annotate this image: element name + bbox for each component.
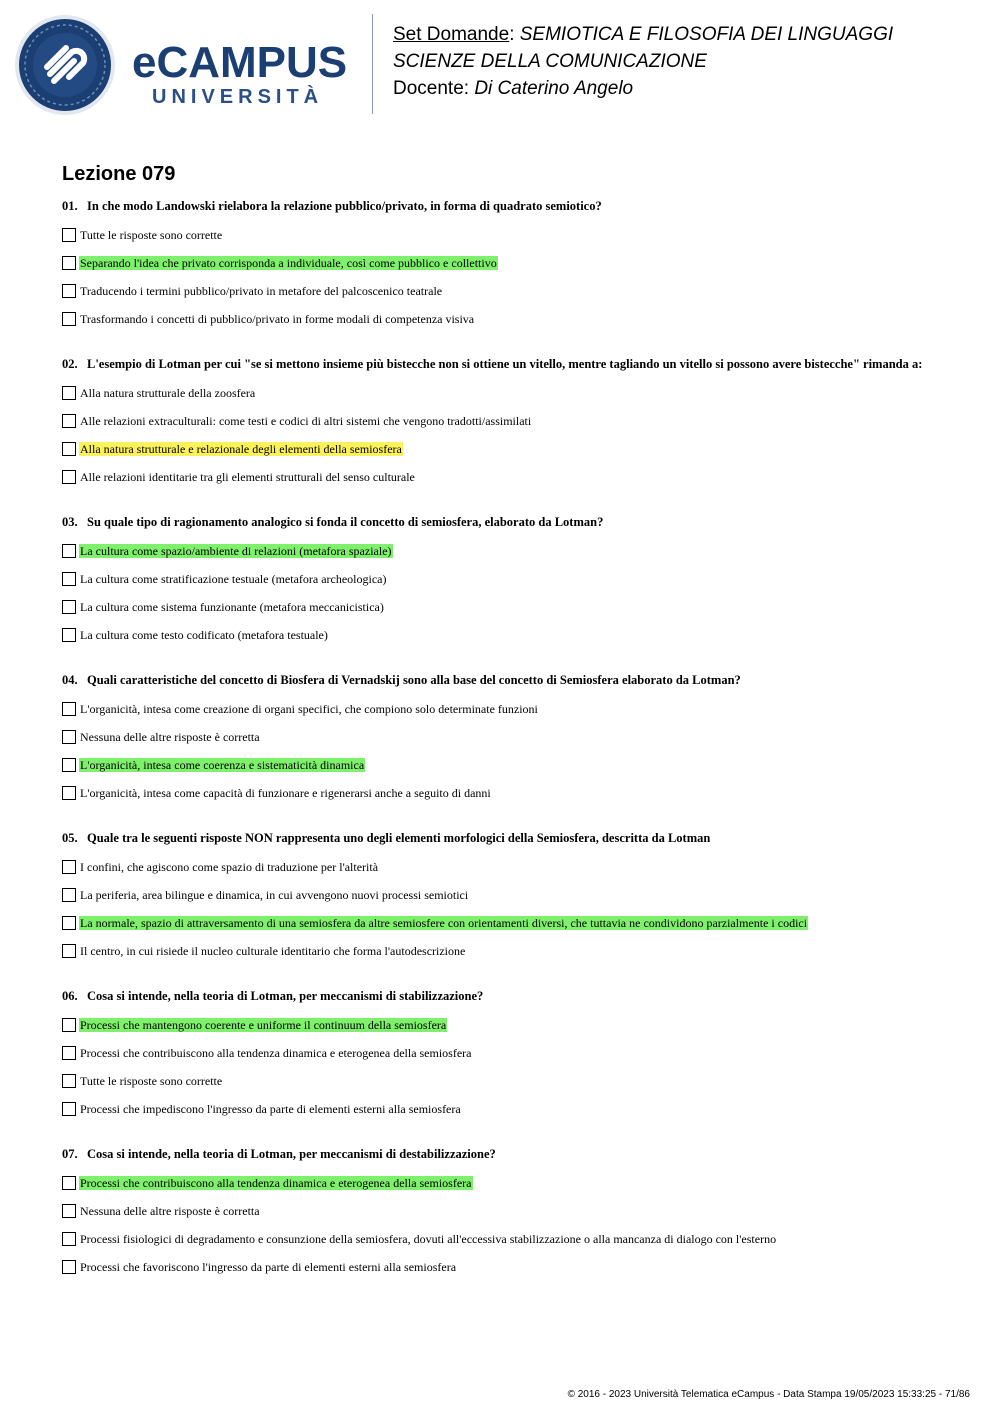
question-block bbox=[62, 672, 962, 807]
question-label: Quali caratteristiche del concetto di Biosfera di Vernadskij sono alla base del concetto di Semiosfera elaborato da Lotman? bbox=[87, 673, 741, 687]
answer-checkbox[interactable] bbox=[62, 628, 76, 642]
answer-text: L'organicità, intesa come coerenza e sistematicità dinamica bbox=[80, 758, 365, 772]
answer-checkbox[interactable] bbox=[62, 228, 76, 242]
question-number: 06. bbox=[62, 989, 78, 1003]
answer-text: Processi che contribuiscono alla tendenza dinamica e eterogenea della semiosfera bbox=[80, 1176, 472, 1190]
answer-text: Processi fisiologici di degradamento e consunzione della semiosfera, dovuti all'eccessiva stabilizzazione o alla mancanza di dialogo con l'esterno bbox=[80, 1232, 777, 1246]
page-header bbox=[0, 0, 1000, 130]
question-text bbox=[62, 988, 962, 1004]
answer-option[interactable] bbox=[62, 221, 962, 249]
answer-text: Processi che impediscono l'ingresso da parte di elementi esterni alla semiosfera bbox=[80, 1102, 461, 1116]
answer-checkbox[interactable] bbox=[62, 888, 76, 902]
logo-brand: eCAMPUS bbox=[132, 38, 348, 87]
answer-option[interactable] bbox=[62, 1169, 962, 1197]
set-title: SEMIOTICA E FILOSOFIA DEI LINGUAGGI bbox=[519, 24, 894, 45]
answer-checkbox[interactable] bbox=[62, 1018, 76, 1032]
page-footer: © 2016 - 2023 Università Telematica eCampus - Data Stampa 19/05/2023 15:33:25 - 71/86 bbox=[567, 1389, 970, 1400]
answer-text: Tutte le risposte sono corrette bbox=[80, 1074, 223, 1088]
course-name: SCIENZE DELLA COMUNICAZIONE bbox=[393, 51, 707, 72]
answer-text: La normale, spazio di attraversamento di una semiosfera da altre semiosfere con orientamenti diversi, che tuttavia ne condividono parzialmente i codici bbox=[80, 916, 808, 930]
question-number: 03. bbox=[62, 515, 78, 529]
answer-checkbox[interactable] bbox=[62, 1176, 76, 1190]
answer-text: Il centro, in cui risiede il nucleo culturale identitario che forma l'autodescrizione bbox=[80, 944, 466, 958]
answer-text: La cultura come stratificazione testuale (metafora archeologica) bbox=[80, 572, 387, 586]
answer-text: L'organicità, intesa come capacità di funzionare e rigenerarsi anche a seguito di danni bbox=[80, 786, 491, 800]
answer-text: I confini, che agiscono come spazio di traduzione per l'alterità bbox=[80, 860, 379, 874]
answer-text: La cultura come testo codificato (metafora testuale) bbox=[80, 628, 328, 642]
question-number: 05. bbox=[62, 831, 78, 845]
answer-checkbox[interactable] bbox=[62, 786, 76, 800]
question-block bbox=[62, 830, 962, 965]
answer-option[interactable] bbox=[62, 1225, 962, 1253]
lesson-title: Lezione 079 bbox=[62, 163, 176, 185]
answer-text: Processi che mantengono coerente e uniforme il continuum della semiosfera bbox=[80, 1018, 447, 1032]
answer-option[interactable] bbox=[62, 565, 962, 593]
question-text bbox=[62, 672, 962, 688]
answer-checkbox[interactable] bbox=[62, 860, 76, 874]
answer-option[interactable] bbox=[62, 463, 962, 491]
answer-option[interactable] bbox=[62, 853, 962, 881]
answer-checkbox[interactable] bbox=[62, 544, 76, 558]
answer-option[interactable] bbox=[62, 379, 962, 407]
answer-option[interactable] bbox=[62, 249, 962, 277]
answer-checkbox[interactable] bbox=[62, 312, 76, 326]
question-block bbox=[62, 988, 962, 1123]
answer-option[interactable] bbox=[62, 435, 962, 463]
answer-option[interactable] bbox=[62, 1067, 962, 1095]
answer-option[interactable] bbox=[62, 937, 962, 965]
answer-text: L'organicità, intesa come creazione di organi specifici, che compiono solo determinate funzioni bbox=[80, 702, 538, 716]
answer-checkbox[interactable] bbox=[62, 442, 76, 456]
header-divider bbox=[372, 14, 373, 114]
answer-checkbox[interactable] bbox=[62, 916, 76, 930]
answer-text: Processi che favoriscono l'ingresso da parte di elementi esterni alla semiosfera bbox=[80, 1260, 457, 1274]
answer-text: La cultura come spazio/ambiente di relazioni (metafora spaziale) bbox=[80, 544, 392, 558]
answer-checkbox[interactable] bbox=[62, 1260, 76, 1274]
answer-option[interactable] bbox=[62, 779, 962, 807]
answer-option[interactable] bbox=[62, 1039, 962, 1067]
answer-option[interactable] bbox=[62, 305, 962, 333]
question-text bbox=[62, 1146, 962, 1162]
answer-option[interactable] bbox=[62, 695, 962, 723]
answer-option[interactable] bbox=[62, 1011, 962, 1039]
question-list bbox=[62, 198, 962, 1281]
answer-checkbox[interactable] bbox=[62, 284, 76, 298]
question-text bbox=[62, 198, 962, 214]
answer-checkbox[interactable] bbox=[62, 944, 76, 958]
answer-checkbox[interactable] bbox=[62, 702, 76, 716]
question-number: 02. bbox=[62, 357, 78, 371]
answer-option[interactable] bbox=[62, 1253, 962, 1281]
answer-checkbox[interactable] bbox=[62, 572, 76, 586]
answer-checkbox[interactable] bbox=[62, 1102, 76, 1116]
question-block bbox=[62, 198, 962, 333]
answer-text: La cultura come sistema funzionante (metafora meccanicistica) bbox=[80, 600, 384, 614]
answer-option[interactable] bbox=[62, 751, 962, 779]
answer-text: Traducendo i termini pubblico/privato in metafore del palcoscenico teatrale bbox=[80, 284, 443, 298]
answer-checkbox[interactable] bbox=[62, 386, 76, 400]
answer-option[interactable] bbox=[62, 593, 962, 621]
answer-option[interactable] bbox=[62, 537, 962, 565]
answer-option[interactable] bbox=[62, 881, 962, 909]
answer-option[interactable] bbox=[62, 1197, 962, 1225]
answer-checkbox[interactable] bbox=[62, 470, 76, 484]
answer-checkbox[interactable] bbox=[62, 1204, 76, 1218]
question-label: Cosa si intende, nella teoria di Lotman, per meccanismi di stabilizzazione? bbox=[87, 989, 484, 1003]
answer-checkbox[interactable] bbox=[62, 1046, 76, 1060]
question-label: In che modo Landowski rielabora la relazione pubblico/privato, in forma di quadrato semiotico? bbox=[87, 199, 602, 213]
question-number: 04. bbox=[62, 673, 78, 687]
question-number: 07. bbox=[62, 1147, 78, 1161]
teacher-row bbox=[393, 75, 893, 102]
answer-text: Processi che contribuiscono alla tendenza dinamica e eterogenea della semiosfera bbox=[80, 1046, 472, 1060]
answer-checkbox[interactable] bbox=[62, 758, 76, 772]
answer-option[interactable] bbox=[62, 621, 962, 649]
answer-text: Alle relazioni extraculturali: come testi e codici di altri sistemi che vengono tradotti/assimilati bbox=[80, 414, 532, 428]
question-text bbox=[62, 356, 962, 372]
set-label: Set Domande bbox=[393, 24, 510, 45]
answer-checkbox[interactable] bbox=[62, 730, 76, 744]
teacher-name: Di Caterino Angelo bbox=[474, 78, 634, 99]
logo-sub: UNIVERSITÀ bbox=[152, 86, 324, 108]
answer-option[interactable] bbox=[62, 1095, 962, 1123]
answer-checkbox[interactable] bbox=[62, 1074, 76, 1088]
header-info bbox=[393, 21, 893, 102]
answer-text: Nessuna delle altre risposte è corretta bbox=[80, 1204, 260, 1218]
set-title-row: Set Domande: SEMIOTICA E FILOSOFIA DEI LINGUAGGI bbox=[393, 24, 894, 45]
answer-checkbox[interactable] bbox=[62, 600, 76, 614]
answer-option[interactable] bbox=[62, 277, 962, 305]
teacher-label: Docente: bbox=[393, 78, 470, 99]
question-label: Su quale tipo di ragionamento analogico si fonda il concetto di semiosfera, elaborato da Lotman? bbox=[87, 515, 604, 529]
answer-option[interactable] bbox=[62, 909, 962, 937]
question-text bbox=[62, 830, 962, 846]
answer-text: Trasformando i concetti di pubblico/privato in forme modali di competenza visiva bbox=[80, 312, 475, 326]
answer-text: Alla natura strutturale e relazionale degli elementi della semiosfera bbox=[80, 442, 402, 456]
question-block bbox=[62, 1146, 962, 1281]
answer-text: Tutte le risposte sono corrette bbox=[80, 228, 223, 242]
question-number: 01. bbox=[62, 199, 78, 213]
answer-option[interactable] bbox=[62, 407, 962, 435]
answer-checkbox[interactable] bbox=[62, 256, 76, 270]
question-label: Cosa si intende, nella teoria di Lotman, per meccanismi di destabilizzazione? bbox=[87, 1147, 496, 1161]
question-label: L'esempio di Lotman per cui "se si mettono insieme più bistecche non si ottiene un vitello, mentre tagliando un vitello si possono avere bistecche" rimanda a: bbox=[87, 357, 923, 371]
ecampus-emblem-icon bbox=[14, 14, 116, 116]
answer-text: La periferia, area bilingue e dinamica, in cui avvengono nuovi processi semiotici bbox=[80, 888, 469, 902]
question-label: Quale tra le seguenti risposte NON rappresenta uno degli elementi morfologici della Semiosfera, descritta da Lotman bbox=[87, 831, 711, 845]
answer-option[interactable] bbox=[62, 723, 962, 751]
answer-checkbox[interactable] bbox=[62, 1232, 76, 1246]
question-set bbox=[62, 162, 962, 1304]
answer-text: Alla natura strutturale della zoosfera bbox=[80, 386, 256, 400]
ecampus-wordmark bbox=[132, 40, 357, 108]
answer-text: Alle relazioni identitarie tra gli elementi strutturali del senso culturale bbox=[80, 470, 415, 484]
answer-text: Separando l'idea che privato corrisponda a individuale, così come pubblico e collettivo bbox=[80, 256, 497, 270]
course-row bbox=[393, 48, 893, 75]
answer-text: Nessuna delle altre risposte è corretta bbox=[80, 730, 260, 744]
question-block bbox=[62, 356, 962, 491]
question-text bbox=[62, 514, 962, 530]
answer-checkbox[interactable] bbox=[62, 414, 76, 428]
question-block bbox=[62, 514, 962, 649]
